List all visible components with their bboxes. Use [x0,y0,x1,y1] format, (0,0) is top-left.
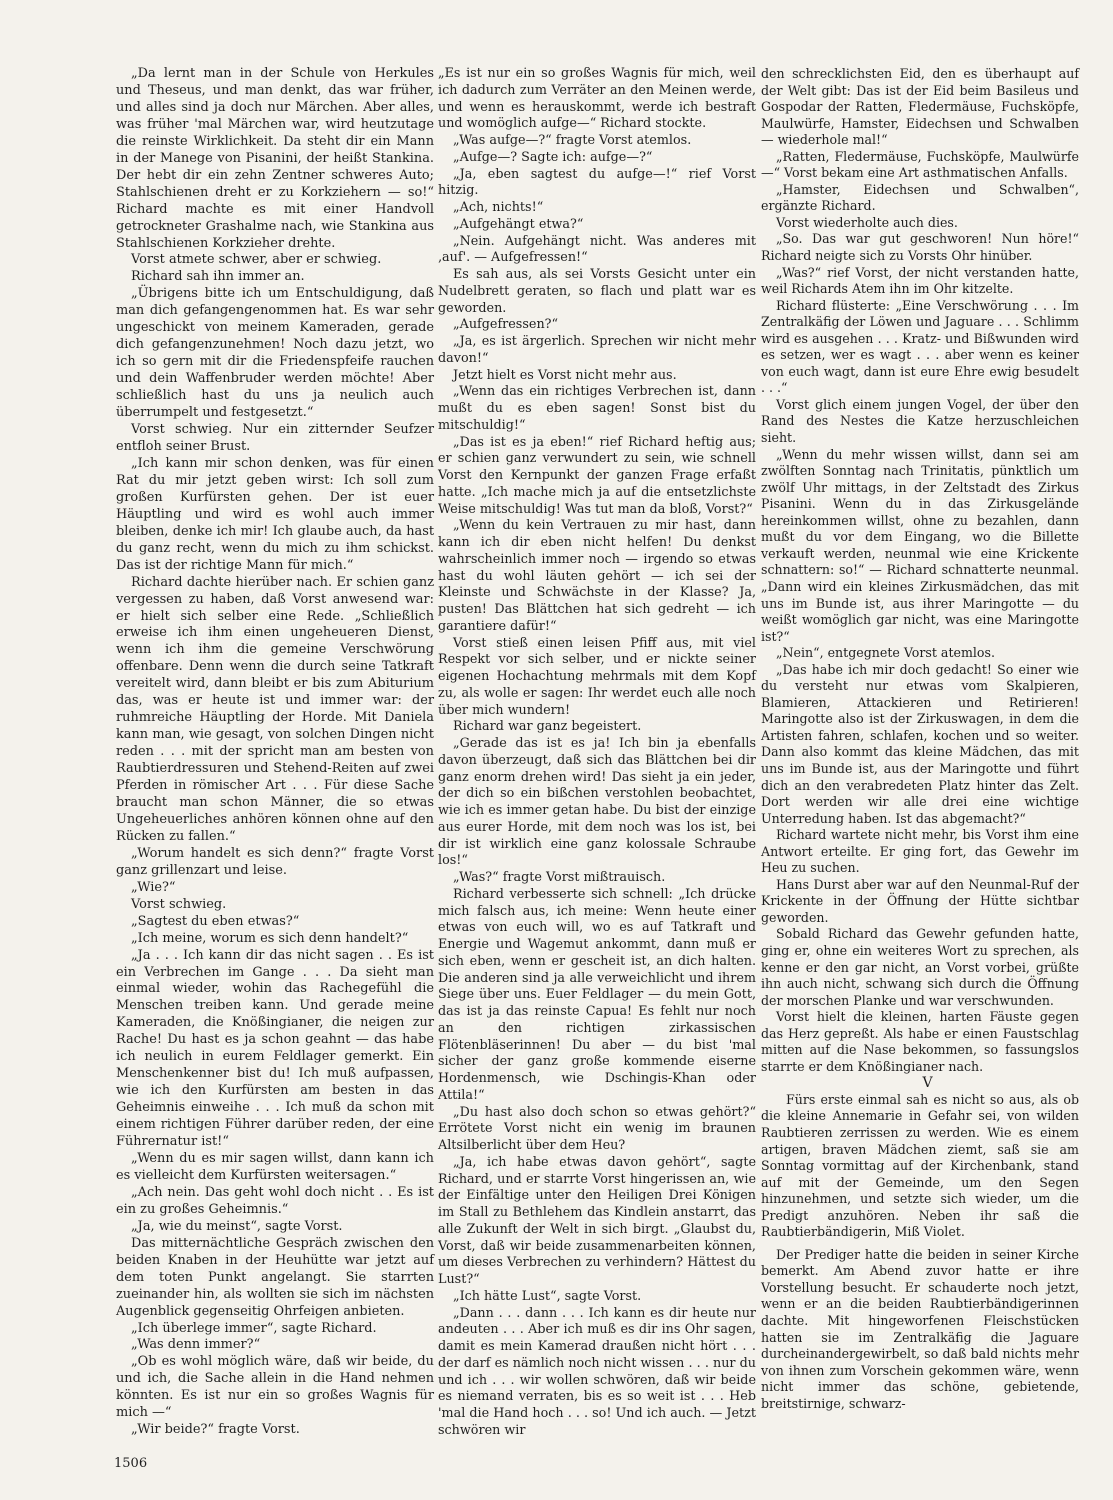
paragraph: „Ob es wohl möglich wäre, daß wir beide, du und ich, die Sache allein in die Hand nehmen könnten. Es ist nur ein so großes Wagnis für mich —“ [116,1354,434,1421]
paragraph: Es sah aus, als sei Vorsts Gesicht unter ein Nudelbrett geraten, so flach und platt war es geworden. [438,267,756,316]
paragraph: „Ja, es ist ärgerlich. Sprechen wir nicht mehr davon!“ [438,334,756,366]
paragraph: „Wenn du mehr wissen willst, dann sei am zwölften Sonntag nach Trinitatis, pünktlich um zwölf Uhr mittags, in der Zeltstadt des Zirkus Pisanini. Wenn du in das Zirkusgelände hereinkommen willst, ohne zu bezahlen, dann mußt du vor dem Eingang, wo die Billette verkauft werden, neunmal wie eine Krickente schnattern: so!“ — Richard schnatterte neunmal. „Dann wird ein kleines Zirkusmädchen, das mit uns im Bunde ist, aus ihrer Maringotte — du weißt womöglich gar nicht, was eine Maringotte ist?“ [761,446,1079,644]
paragraph: Sobald Richard das Gewehr gefunden hatte, ging er, ohne ein weiteres Wort zu sprechen, als kenne er den gar nicht, an Vorst vorbei, grüßte ihn auch nicht, schwang sich durch die Öffnung der morschen Planke und war verschwunden. [761,926,1079,1008]
paragraph: Vorst glich einem jungen Vogel, der über den Rand des Nestes die Katze herzuschleichen sieht. [761,396,1079,446]
paragraph: „Nein“, entgegnete Vorst atemlos. [776,645,995,661]
text-column-3 [761,66,1079,1412]
paragraph: „Was?“ rief Vorst, der nicht verstanden hatte, weil Richards Atem ihn im Ohr kitzelte. [761,264,1079,297]
paragraph: Richard wartete nicht mehr, bis Vorst ihm eine Antwort erteilte. Er ging fort, das Gewehr im Heu zu suchen. [761,827,1079,876]
paragraph: „Hamster, Eidechsen und Schwalben“, ergänzte Richard. [761,181,1079,214]
paragraph: Der Prediger hatte die beiden in seiner Kirche bemerkt. Am Abend zuvor hatte er ihre Vorstellung besucht. Er schauderte noch jetzt, wenn er an die beiden Raubtierbändigerinnen dachte. Mit hingeworfenen Fleischstücken hatten sie im Zentralkäfig die Jaguare durcheinandergewirbelt, so daß bald nichts mehr von ihnen zum Vorschein gekommen wäre, wenn nicht immer das schöne, gebietende, breitstirnige, schwarz- [761,1246,1079,1411]
paragraph: „Ja, eben sagtest du aufge—!“ rief Vorst hitzig. [438,166,756,199]
paragraph: „Das habe ich mir doch gedacht! So einer wie du versteht nur etwas vom Skalpieren, Blamieren, Attackieren und Retirieren! Maringotte also ist der Zirkuswagen, in dem die Artisten fahren, schlafen, kochen und so weiter. Dann also kommt das kleine Mädchen, das mit uns im Bunde ist, aus der Maringotte und führt dich an den verabredeten Platz hinter das Zelt. Dort werden wir alle drei eine wichtige Unterredung haben. Ist das abgemacht?“ [761,661,1079,826]
paragraph: „Du hast also doch schon so etwas gehört?“ Errötete Vorst nicht ein wenig im braunen Altsilberlicht über dem Heu? [438,1104,756,1153]
chapter-heading: V [922,1075,933,1092]
paragraph: „Es ist nur ein so großes Wagnis für mich, weil ich dadurch zum Verräter an den Meinen werde, und wenn es herauskommt, werde ich bestraft und womöglich aufge—“ Richard stockte. [438,66,756,132]
paragraph: Richard sah ihn immer an. [131,269,305,285]
paragraph: „Sagtest du eben etwas?“ [131,913,300,929]
paragraph: „Wir beide?“ fragte Vorst. [131,1422,300,1438]
paragraph: „Ja . . . Ich kann dir das nicht sagen . . Es ist ein Verbrechen im Gange . . . Da sieht man einmal wieder, wohin das Rachegefühl die Menschen treiben kann. Und gerade meine Kameraden, die Knößingianer, die neigen zur Rache! Du hast es ja schon geahnt — das habe ich neulich in eurem Feldlager gemerkt. Ein Menschenkenner bist du! Ich muß aufpassen, wie ich den Kurfürsten am besten in das Geheimnis einweihe . . . Ich muß da schon mit einem richtigen Führer darüber reden, der eine Führernatur ist!“ [116,947,434,1150]
paragraph: Jetzt hielt es Vorst nicht mehr aus. [453,367,677,383]
paragraph: „Wenn du kein Vertrauen zu mir hast, dann kann ich dir eben nicht helfen! Du denkst wahrscheinlich immer noch — irgendo so etwas hast du wohl läuten gehört — ich sei der Kleinste und Schwächste in der Klasse? Ja, pusten! Das Blättchen hat sich gedreht — ich garantiere dafür!“ [438,518,756,634]
paragraph: „Nein. Aufgehängt nicht. Was anderes mit ‚auf'. — Aufgefressen!“ [438,233,756,266]
paragraph: Vorst schwieg. Nur ein zitternder Seufzer entfloh seiner Brust. [116,422,434,454]
paragraph: Richard dachte hierüber nach. Er schien ganz vergessen zu haben, daß Vorst anwesend war: er hielt sich selber eine Rede. „Schließlich erweise ich ihm einen ungeheueren Dienst, wenn ich ihm die gemeine Verschwörung offenbare. Denn wenn die durch seine Tatkraft vereitelt wird, dann bleibt er bis zum Abiturium das, was er heute ist und immer war: der ruhmreiche Häuptling der Horde. Mit Daniela kann man, wie gesagt, von solchen Dingen nicht reden . . . mit der spricht man am besten von Raubtierdressuren und Stehend-Reiten auf zwei Pferden in römischer Art . . . Für diese Sache braucht man schon Männer, die so etwas Ungeheuerliches anhören können ohne auf den Rücken zu fallen.“ [116,574,434,844]
paragraph: „Was aufge—?“ fragte Vorst atemlos. [453,133,692,148]
paragraph: „Was denn immer?“ [131,1337,261,1353]
paragraph: „Ich hätte Lust“, sagte Vorst. [453,1288,642,1304]
paragraph: „Ach, nichts!“ [453,200,544,215]
paragraph: Richard verbesserte sich schnell: „Ich drücke mich falsch aus, ich meine: Wenn heute einer etwas von euch will, wo es auf Tatkraft und Energie und Wagemut ankommt, dann muß er sich eben, wenn er gescheit ist, an dich halten. Die anderen sind ja alle verweichlicht und ihrem Siege über uns. Euer Feldlager — du mein Gott, das ist ja das reinste Capua! Es fehlt nur noch an den richtigen zirkassischen Flötenbläserinnen! Du aber — du bist 'mal sicher der ganz große kommende eiserne Hordenmensch, wie Dschingis-Khan oder Attila!“ [438,886,756,1103]
paragraph: Richard flüsterte: „Eine Verschwörung . . . Im Zentralkäfig der Löwen und Jaguare . . . Schlimm wird es ausgehen . . . Kratz- und Bißwunden wird es setzen, wer es wagt . . . aber wenn es keiner von euch wagt, dann ist eure Ehre ewig besudelt . . .“ [761,297,1079,396]
paragraph: Vorst stieß einen leisen Pfiff aus, mit viel Respekt vor sich selber, und er nickte seiner eigenen Hochachtung mehrmals mit dem Kopf zu, als wolle er sagen: Ihr werdet euch alle noch über mich wundern! [438,635,756,718]
paragraph: „Was?“ fragte Vorst mißtrauisch. [453,870,666,885]
paragraph: „Ich überlege immer“, sagte Richard. [131,1320,377,1336]
paragraph: „Aufgehängt etwa?“ [453,216,584,232]
paragraph: „Ratten, Fledermäuse, Fuchsköpfe, Maulwürfe —“ Vorst bekam eine Art asthmatischen Anfalls. [761,148,1079,181]
paragraph: „Ja, wie du meinst“, sagte Vorst. [131,1218,343,1234]
paragraph: den schrecklichsten Eid, den es überhaupt auf der Welt gibt: Das ist der Eid beim Basileus und Gospodar der Ratten, Fledermäuse, Fuchsköpfe, Maulwürfe, Hamster, Eidechsen und Schwalben — wiederhole mal!“ [761,66,1079,148]
paragraph: Fürs erste einmal sah es nicht so aus, als ob die kleine Annemarie in Gefahr sei, von wilden Raubtieren zerrissen zu werden. Wie es einem artigen, braven Mädchen ziemt, saß sie am Sonntag vormittag auf der Kirchenbank, stand auf mit der Gemeinde, um den Segen hinzunehmen, und setzte sich wieder, um die Predigt anzuhören. Neben ihr saß die Raubtierbändigerin, Miß Violet. [761,1091,1079,1240]
paragraph: „Wenn das ein richtiges Verbrechen ist, dann mußt du es eben sagen! Sonst bist du mitschuldig!“ [438,384,756,433]
paragraph: „Gerade das ist es ja! Ich bin ja ebenfalls davon überzeugt, daß sich das Blättchen bei dir ganz enorm drehen wird! Das sieht ja ein jeder, der dich so ein bißchen verstohlen beobachtet, wie ich es immer getan habe. Du bist der einzige aus eurer Horde, mit dem noch was los ist, bei dir ist wirklich eine ganz kolossale Schraube los!“ [438,736,756,869]
paragraph: „So. Das war gut geschworen! Nun höre!“ Richard neigte sich zu Vorsts Ohr hinüber. [761,231,1079,264]
paragraph: „Aufge—? Sagte ich: aufge—?“ [453,149,653,165]
paragraph: „Ach nein. Das geht wohl doch nicht . . Es ist ein zu großes Geheimnis.“ [116,1184,434,1217]
paragraph: „Ich meine, worum es sich denn handelt?“ [131,930,409,946]
paragraph: „Dann . . . dann . . . Ich kann es dir heute nur andeuten . . . Aber ich muß es dir ins Ohr sagen, damit es mein Kamerad draußen nicht hört . . . der darf es nämlich noch nicht wissen . . . nur du und ich . . . wir wollen schwören, daß wir beide es niemand verraten, bis es so weit ist . . . Heb 'mal die Hand hoch . . . so! Und ich auch. — Jetzt schwören wir [438,1305,756,1438]
text-column-1 [116,66,434,1439]
paragraph: Vorst wiederholte auch dies. [776,214,958,230]
paragraph: „Wie?“ [131,879,176,895]
paragraph: „Da lernt man in der Schule von Herkules und Theseus, und man denkt, das war früher, und alles sind ja doch nur Märchen. Aber alles, was früher 'mal Märchen war, wird heutzutage die reinste Wirklichkeit. Da steht dir ein Mann in der Manege von Pisanini, der heißt Stankina. Der hebt dir ein zehn Zentner schweres Auto; Stahlschienen dreht er zu Korkziehern — so!“ Richard machte es mit einer Handvoll getrockneter Grashalme nach, wie Stankina aus Stahlschienen Korkzieher drehte. [116,66,434,251]
paragraph: Vorst schwieg. [131,896,227,912]
paragraph: „Worum handelt es sich denn?“ fragte Vorst ganz grillenzart und leise. [116,845,434,878]
paragraph: „Übrigens bitte ich um Entschuldigung, daß man dich gefangengenommen hat. Es war sehr ungeschickt von meinem Kameraden, gerade dich gefangenzunehmen! Noch dazu jetzt, wo ich so gern mit dir die Friedenspfeife rauchen und dein Waffenbruder werden möchte! Aber schließlich hast du uns ja neulich auch überrumpelt und festgesetzt.“ [116,286,434,421]
paragraph: Richard war ganz begeistert. [453,719,642,735]
paragraph: Das mitternächtliche Gespräch zwischen den beiden Knaben in der Heuhütte war jetzt auf dem toten Punkt angelangt. Sie starrten zueinander hin, als wollten sie sich im nächsten Augenblick gegenseitig Ohrfeigen anbieten. [116,1235,434,1319]
text-column-2 [438,66,756,1440]
paragraph: Vorst hielt die kleinen, harten Fäuste gegen das Herz gepreßt. Als habe er einen Faustschlag mitten auf die Nase bekommen, so fassungslos starrte er dem Knößingianer nach. [761,1009,1079,1074]
paragraph: „Wenn du es mir sagen willst, dann kann ich es vielleicht dem Kurfürsten weitersagen.“ [116,1151,434,1183]
paragraph: „Ja, ich habe etwas davon gehört“, sagte Richard, und er starrte Vorst hingerissen an, wie der Einfältige unter den Heiligen Drei Königen im Stall zu Bethlehem das Kindlein anstarrt, das alle Zukunft der Welt in sich birgt. „Glaubst du, Vorst, daß wir beide zusammenarbeiten können, um dieses Verbrechen zu verhindern? Hättest du Lust?“ [438,1154,756,1287]
paragraph: „Aufgefressen?“ [453,317,559,333]
paragraph: Vorst atmete schwer, aber er schwieg. [131,252,382,268]
paragraph: „Das ist es ja eben!“ rief Richard heftig aus; er schien ganz verwundert zu sein, wie schnell Vorst den Kernpunkt der ganzen Frage erfaßt hatte. „Ich mache mich ja auf die entsetzlichste Weise mitschuldig! Was tut man da bloß, Vorst?“ [438,434,756,517]
paragraph: „Ich kann mir schon denken, was für einen Rat du mir jetzt geben wirst: Ich soll zum großen Kurfürsten gehen. Der ist euer Häuptling und wird es wohl auch immer bleiben, denke ich mir! Ich glaube auch, da hast du ganz recht, wenn du mich zu ihm schickst. Das ist der richtige Mann für mich.“ [116,455,434,573]
page-number: 1506 [114,1456,148,1471]
paragraph: Hans Durst aber war auf den Neunmal-Ruf der Krickente in der Öffnung der Hütte sichtbar geworden. [761,876,1079,925]
